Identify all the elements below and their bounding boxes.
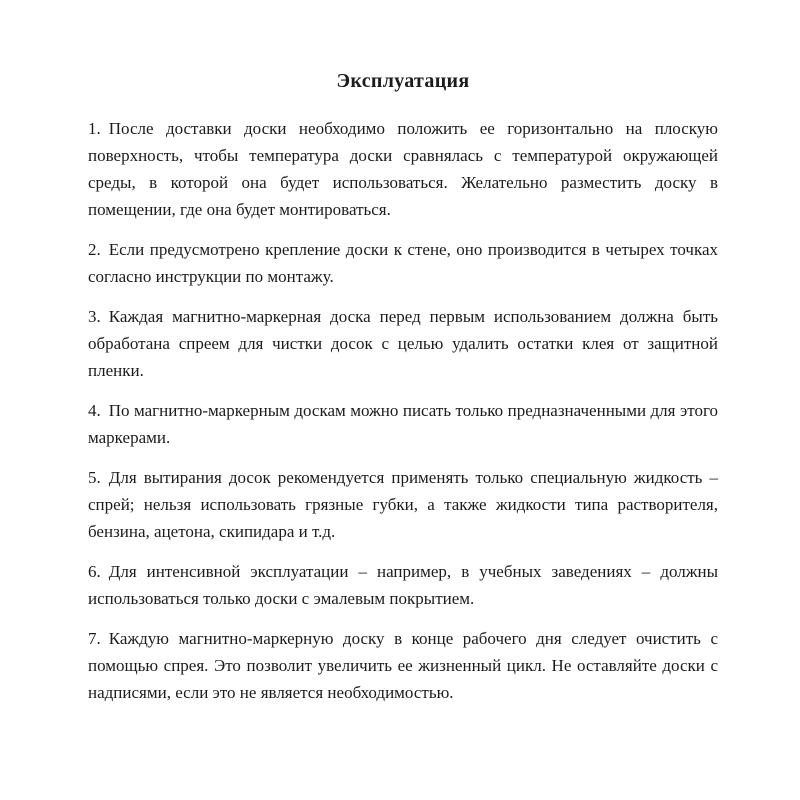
- item-text: Каждая магнитно-маркерная доска перед первым использованием должна быть обработана спреем для чистки досок с целью удалить остатки клея от защитной пленки.: [88, 307, 718, 380]
- item-text: Для вытирания досок рекомендуется применять только специальную жидкость – спрей; нельзя использовать грязные губки, а также жидкости типа растворителя, бензина, ацетона, скипидара и т.д.: [88, 468, 718, 541]
- item-text: Каждую магнитно-маркерную доску в конце рабочего дня следует очистить с помощью спрея. Это позволит увеличить ее жизненный цикл. Не оставляйте доски с надписями, если это не является необходимостью.: [88, 629, 718, 702]
- item-number: 7.: [88, 629, 101, 648]
- list-item-4: [88, 397, 718, 451]
- list-item-1: [88, 115, 718, 223]
- list-item-3: [88, 303, 718, 384]
- item-number: 6.: [88, 562, 101, 581]
- list-item-5: [88, 464, 718, 545]
- list-item-7: [88, 625, 718, 706]
- item-number: 4.: [88, 401, 101, 420]
- list-item-6: [88, 558, 718, 612]
- document-title: Эксплуатация: [336, 70, 470, 92]
- item-number: 2.: [88, 240, 101, 259]
- item-number: 1.: [88, 119, 101, 138]
- item-text: Если предусмотрено крепление доски к стене, оно производится в четырех точках согласно инструкции по монтажу.: [88, 240, 718, 286]
- document-page: [88, 70, 718, 719]
- item-text: После доставки доски необходимо положить ее горизонтально на плоскую поверхность, чтобы температура доски сравнялась с температурой окружающей среды, в которой она будет использоваться. Желательно разместить доску в помещении, где она будет монтироваться.: [88, 119, 718, 219]
- item-number: 3.: [88, 307, 101, 326]
- list-item-2: [88, 236, 718, 290]
- item-text: Для интенсивной эксплуатации – например, в учебных заведениях – должны использоваться только доски с эмалевым покрытием.: [88, 562, 718, 608]
- item-number: 5.: [88, 468, 101, 487]
- item-text: По магнитно-маркерным доскам можно писать только предназначенными для этого маркерами.: [88, 401, 718, 447]
